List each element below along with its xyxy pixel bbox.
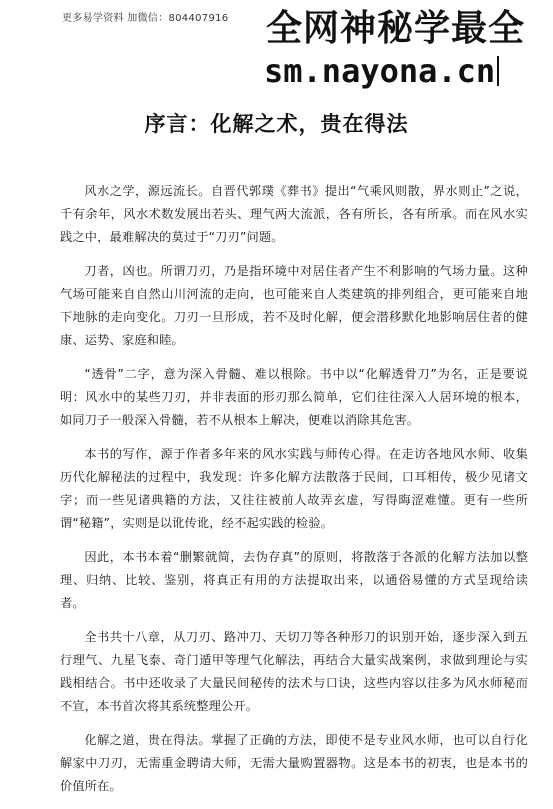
paragraph: 风水之学，源远流长。自晋代郭璞《葬书》提出“气乘风则散，界水则止”之说，千有余年，风水术数发展出若头、理气两大流派，各有所长，各有所承。而在风水实践之中，最难解决的莫过于“刀刃”问题。	[60, 184, 528, 244]
paragraph: 全书共十八章，从刀刃、路冲刀、天切刀等各种形刀的识别开始，逐步深入到五行理气、九星飞泰、奇门遁甲等理气化解法，再结合大量实战案例，求做到理论与实践相结合。书中还收录了大量民间秘传的法术与口诀，这些内容以往多为风水师秘而不宣，本书首次将其系统整理公开。	[60, 630, 528, 713]
document-body	[60, 180, 528, 809]
header-contact-note: 更多易学资料 加微信：804407916	[62, 13, 229, 24]
watermark-url: sm.nayona.cn	[264, 52, 499, 90]
watermark-banner	[262, 0, 553, 92]
paragraph: 因此，本书本着“删繁就简，去伪存真”的原则，将散落于各派的化解方法加以整理、归纳、比较、鉴别，将真正有用的方法提取出来，以通俗易懂的方式呈现给读者。	[60, 550, 528, 610]
watermark-title: 全网神秘学最全	[266, 8, 526, 49]
document-title: 序言：化解之术，贵在得法	[144, 112, 409, 136]
paragraph: 本书的写作，源于作者多年来的风水实践与师传心得。在走访各地风水师、收集历代化解秘法的过程中，我发现：许多化解方法散落于民间，口耳相传，极少见诸文字；而一些见诸典籍的方法，又往往被前人故弄玄虚，写得晦涩难懂。更有一些所谓“秘籍”，实则是以讹传讹，经不起实践的检验。	[60, 447, 528, 530]
paragraph: “透骨”二字，意为深入骨髓、难以根除。书中以“化解透骨刀”为名，正是要说明：风水中的某些刀刃，并非表面的形刃那么简单，它们往往深入人居环境的根本，如同刀子一般深入骨髓，若不从根本上解决，便难以消除其危害。	[60, 367, 528, 427]
paragraph: 刀者，凶也。所谓刀刃，乃是指环境中对居住者产生不利影响的气场力量。这种气场可能来自自然山川河流的走向，也可能来自人类建筑的排列组合，更可能来自地下地脉的走向变化。刀刃一旦形成，若不及时化解，便会潜移默化地影响居住者的健康、运势、家庭和睦。	[60, 264, 528, 347]
paragraph: 化解之道，贵在得法。掌握了正确的方法，即使不是专业风水师，也可以自行化解家中刀刃，无需重金聘请大师，无需大量购置器物。这是本书的初衷，也是本书的价值所在。	[60, 733, 528, 793]
